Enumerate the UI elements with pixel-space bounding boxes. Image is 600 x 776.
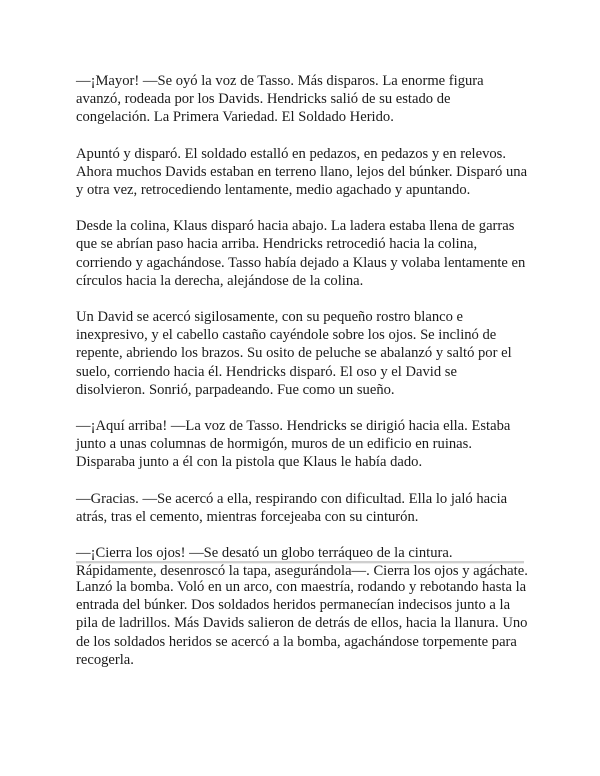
paragraph: —¡Mayor! —Se oyó la voz de Tasso. Más disparos. La enorme figura avanzó, rodeada por los Davids. Hendricks salió de su estado de congelación. La Primera Variedad. El Soldado Herido. [76, 73, 484, 126]
section-divider [76, 561, 524, 563]
paragraph: —¡Aquí arriba! —La voz de Tasso. Hendricks se dirigió hacia ella. Estaba junto a unas columnas de hormigón, muros de un edificio en ruinas. Disparaba junto a él con la pistola que Klaus le había dado. [76, 418, 511, 471]
paragraph: Lanzó la bomba. Voló en un arco, con maestría, rodando y rebotando hasta la entrada del búnker. Dos soldados heridos permanecían indecisos junto a la pila de ladrillos. Más Davids salieron de detrás de ellos, hacia la llanura. Uno de los soldados heridos se acercó a la bomba, agachándose torpemente para recogerla. [76, 579, 528, 668]
text-section-1 [76, 72, 528, 598]
paragraph: Un David se acercó sigilosamente, con su pequeño rostro blanco e inexpresivo, y el cabello castaño cayéndole sobre los ojos. Se inclinó de repente, abriendo los brazos. Su osito de peluche se abalanzó y saltó por el suelo, corriendo hacia él. Hendricks disparó. El oso y el David se disolvieron. Sonrió, parpadeando. Fue como un sueño. [76, 309, 512, 398]
text-section-2 [76, 578, 528, 687]
paragraph: —Gracias. —Se acercó a ella, respirando con dificultad. Ella lo jaló hacia atrás, tras el cemento, mientras forcejeaba con su cinturón. [76, 490, 508, 525]
paragraph: Desde la colina, Klaus disparó hacia abajo. La ladera estaba llena de garras que se abrían paso hacia arriba. Hendricks retrocedió hacia la colina, corriendo y agachándose. Tasso había dejado a Klaus y volaba lentamente en círculos hacia la derecha, alejándose de la colina. [76, 218, 526, 289]
paragraph: —¡Cierra los ojos! —Se desató un globo terráqueo de la cintura. Rápidamente, desenroscó la tapa, asegurándola—. Cierra los ojos y agáchate. [76, 545, 528, 580]
paragraph: Apuntó y disparó. El soldado estalló en pedazos, en pedazos y en relevos. Ahora muchos Davids estaban en terreno llano, lejos del búnker. Disparó una y otra vez, retrocediendo lentamente, medio agachado y apuntando. [76, 145, 528, 199]
